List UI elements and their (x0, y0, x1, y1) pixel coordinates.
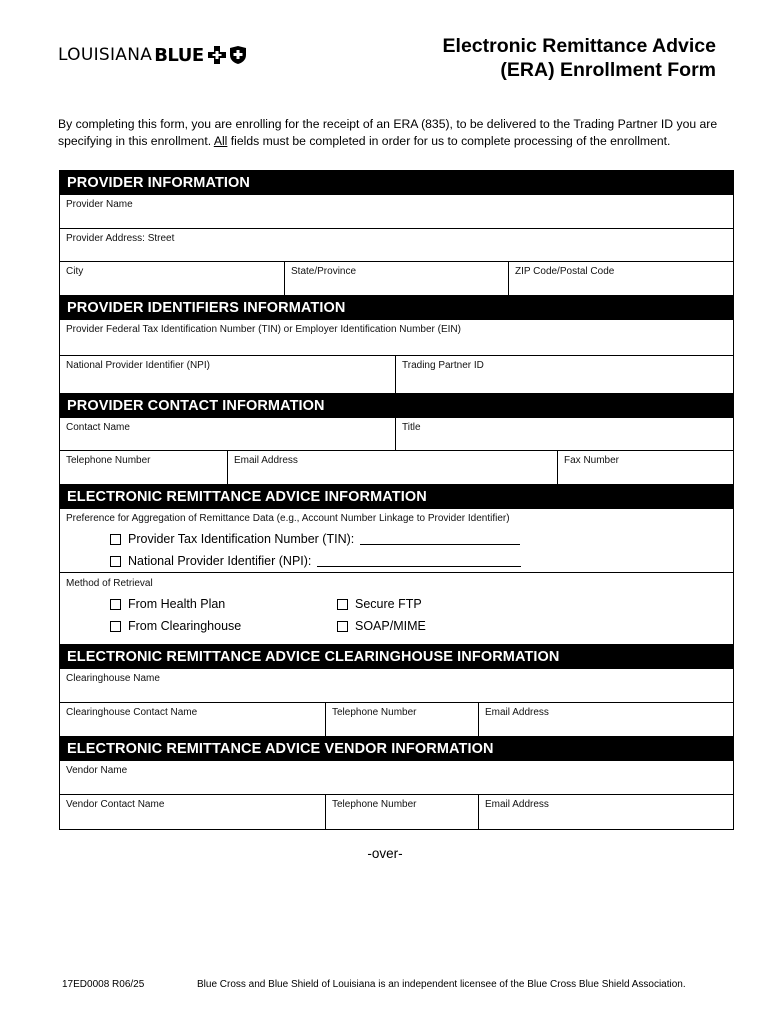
trading-partner-field[interactable] (396, 356, 733, 393)
city-field[interactable] (60, 262, 285, 295)
logo-word-louisiana: LOUISIANA (58, 45, 153, 65)
over-indicator: -over- (367, 846, 403, 861)
npi-blank-line[interactable] (317, 555, 521, 567)
section-provider-contact: PROVIDER CONTACT INFORMATION (60, 394, 733, 418)
vendor-name-label: Vendor Name (66, 765, 128, 776)
checkbox-npi[interactable] (110, 556, 121, 567)
tin-ein-label: Provider Federal Tax Identification Number (TIN) or Employer Identification Number (EIN) (66, 324, 461, 335)
section-clearinghouse: ELECTRONIC REMITTANCE ADVICE CLEARINGHOUSE INFORMATION (60, 645, 733, 669)
state-label: State/Province (291, 266, 357, 277)
vendor-contact-label: Vendor Contact Name (66, 799, 165, 810)
checkbox-from-clearinghouse[interactable] (110, 621, 121, 632)
checkbox-from-health-plan[interactable] (110, 599, 121, 610)
aggregation-preference (60, 509, 733, 572)
vendor-email-label: Email Address (485, 799, 549, 810)
from-clearinghouse-label: From Clearinghouse (128, 619, 242, 633)
logo-word-blue: BLUE (154, 44, 204, 66)
option-from-health-plan[interactable] (110, 593, 337, 615)
clearinghouse-name-field[interactable] (60, 669, 733, 702)
clearinghouse-telephone-field[interactable] (326, 703, 479, 736)
page-title (443, 34, 716, 82)
section-provider-identifiers: PROVIDER IDENTIFIERS INFORMATION (60, 296, 733, 320)
npi-label: National Provider Identifier (NPI) (66, 360, 210, 371)
vendor-name-field[interactable] (60, 761, 733, 794)
trading-partner-label: Trading Partner ID (402, 360, 484, 371)
option-secure-ftp[interactable] (337, 593, 426, 615)
fax-label: Fax Number (564, 455, 620, 466)
option-from-clearinghouse[interactable] (110, 615, 337, 637)
telephone-field[interactable] (60, 451, 228, 484)
aggregation-label: Preference for Aggregation of Remittance Data (e.g., Account Number Linkage to Provider Identifier) (66, 513, 510, 524)
clearinghouse-email-field[interactable] (479, 703, 733, 736)
contact-name-label: Contact Name (66, 422, 130, 433)
option-tin-label: Provider Tax Identification Number (TIN): (128, 532, 355, 546)
intro-paragraph (58, 116, 718, 149)
checkbox-tin[interactable] (110, 534, 121, 545)
blue-cross-icon (207, 45, 227, 65)
soap-mime-label: SOAP/MIME (355, 619, 426, 633)
title-line-1: Electronic Remittance Advice (442, 35, 716, 57)
form-code: 17ED0008 R06/25 (62, 979, 145, 990)
fax-field[interactable] (558, 451, 733, 484)
method-label: Method of Retrieval (66, 578, 153, 589)
option-tin[interactable] (110, 528, 733, 550)
title-line-2: (ERA) Enrollment Form (500, 59, 716, 81)
provider-address-field[interactable] (60, 229, 733, 261)
vendor-telephone-field[interactable] (326, 795, 479, 829)
zip-label: ZIP Code/Postal Code (515, 266, 615, 277)
provider-name-label: Provider Name (66, 199, 133, 210)
state-field[interactable] (285, 262, 509, 295)
vendor-contact-field[interactable] (60, 795, 326, 829)
from-health-plan-label: From Health Plan (128, 597, 226, 611)
option-soap-mime[interactable] (337, 615, 426, 637)
licensee-notice: Blue Cross and Blue Shield of Louisiana is an independent licensee of the Blue Cross Blue Shield Association. (197, 979, 686, 990)
intro-text-1: By completing this form, you are enrolling for the receipt of an ERA (835), to be delivered to the Trading Partner ID you are specifying in this enrollment. (58, 117, 718, 148)
email-field[interactable] (228, 451, 558, 484)
city-label: City (66, 266, 84, 277)
vendor-email-field[interactable] (479, 795, 733, 829)
contact-name-field[interactable] (60, 418, 396, 450)
section-vendor: ELECTRONIC REMITTANCE ADVICE VENDOR INFORMATION (60, 737, 733, 761)
section-provider-information: PROVIDER INFORMATION (60, 171, 733, 195)
contact-title-label: Title (402, 422, 421, 433)
clearinghouse-email-label: Email Address (485, 707, 549, 718)
vendor-telephone-label: Telephone Number (332, 799, 417, 810)
clearinghouse-name-label: Clearinghouse Name (66, 673, 160, 684)
option-npi-label: National Provider Identifier (NPI): (128, 554, 312, 568)
email-label: Email Address (234, 455, 298, 466)
method-of-retrieval (60, 573, 733, 644)
intro-text-2: fields must be completed in order for us to complete processing of the enrollment. (227, 133, 671, 148)
tin-ein-field[interactable] (60, 320, 733, 355)
section-era-information: ELECTRONIC REMITTANCE ADVICE INFORMATION (60, 485, 733, 509)
provider-name-field[interactable] (60, 195, 733, 228)
option-npi[interactable] (110, 550, 733, 572)
blue-shield-icon (229, 45, 247, 65)
clearinghouse-telephone-label: Telephone Number (332, 707, 417, 718)
telephone-label: Telephone Number (66, 455, 151, 466)
tin-blank-line[interactable] (360, 533, 520, 545)
clearinghouse-contact-label: Clearinghouse Contact Name (66, 707, 198, 718)
secure-ftp-label: Secure FTP (355, 597, 422, 611)
contact-title-field[interactable] (396, 418, 733, 450)
logo (58, 42, 247, 68)
provider-address-label: Provider Address: Street (66, 233, 175, 244)
npi-field[interactable] (60, 356, 396, 393)
clearinghouse-contact-field[interactable] (60, 703, 326, 736)
checkbox-secure-ftp[interactable] (337, 599, 348, 610)
intro-underlined: All (213, 133, 228, 148)
logo-marks (207, 45, 247, 65)
checkbox-soap-mime[interactable] (337, 621, 348, 632)
enrollment-form (59, 170, 734, 830)
zip-field[interactable] (509, 262, 733, 295)
